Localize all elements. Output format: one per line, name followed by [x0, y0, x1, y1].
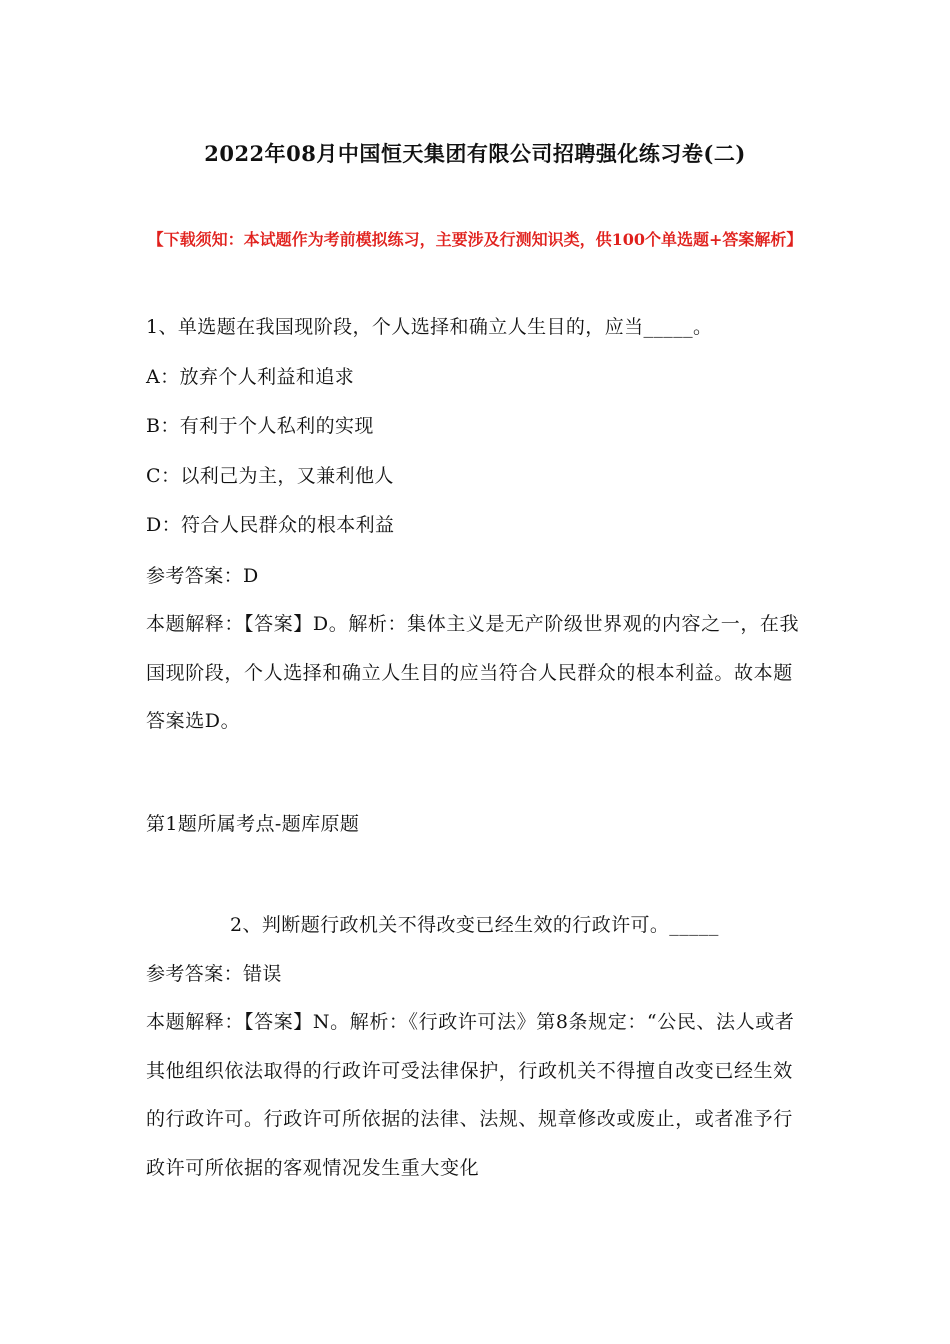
- question-1-answer: 参考答案：D: [146, 565, 259, 587]
- document-title: 2022年08月中国恒天集团有限公司招聘强化练习卷(二): [204, 141, 746, 166]
- question-1-option-b: B：有利于个人私利的实现: [146, 415, 374, 437]
- question-2-answer: 参考答案：错误: [146, 963, 282, 985]
- question-1-option-a: A：放弃个人利益和追求: [146, 366, 355, 388]
- question-1-stem: 1、单选题在我国现阶段，个人选择和确立人生目的，应当_____。: [146, 316, 713, 338]
- download-notice: 【下载须知：本试题作为考前模拟练习，主要涉及行测知识类，供100个单选题+答案解析】: [147, 230, 803, 249]
- question-1-option-d: D：符合人民群众的根本利益: [146, 514, 395, 536]
- question-1-option-c: C：以利己为主，又兼利他人: [146, 465, 394, 487]
- question-1-explanation: 本题解释：【答案】D。解析：集体主义是无产阶级世界观的内容之一，在我国现阶段，个人选择和确立人生目的应当符合人民群众的根本利益。故本题答案选D。: [146, 613, 800, 732]
- question-2-explanation: 本题解释：【答案】N。解析：《行政许可法》第8条规定：“公民、法人或者其他组织依法取得的行政许可受法律保护，行政机关不得擅自改变已经生效的行政许可。行政许可所依据的法律、法规、规章修改或废止，或者准予行政许可所依据的客观情况发生重大变化: [146, 1011, 795, 1179]
- question-2-stem: 2、判断题行政机关不得改变已经生效的行政许可。_____: [230, 914, 719, 936]
- question-1-source: 第1题所属考点-题库原题: [146, 813, 360, 835]
